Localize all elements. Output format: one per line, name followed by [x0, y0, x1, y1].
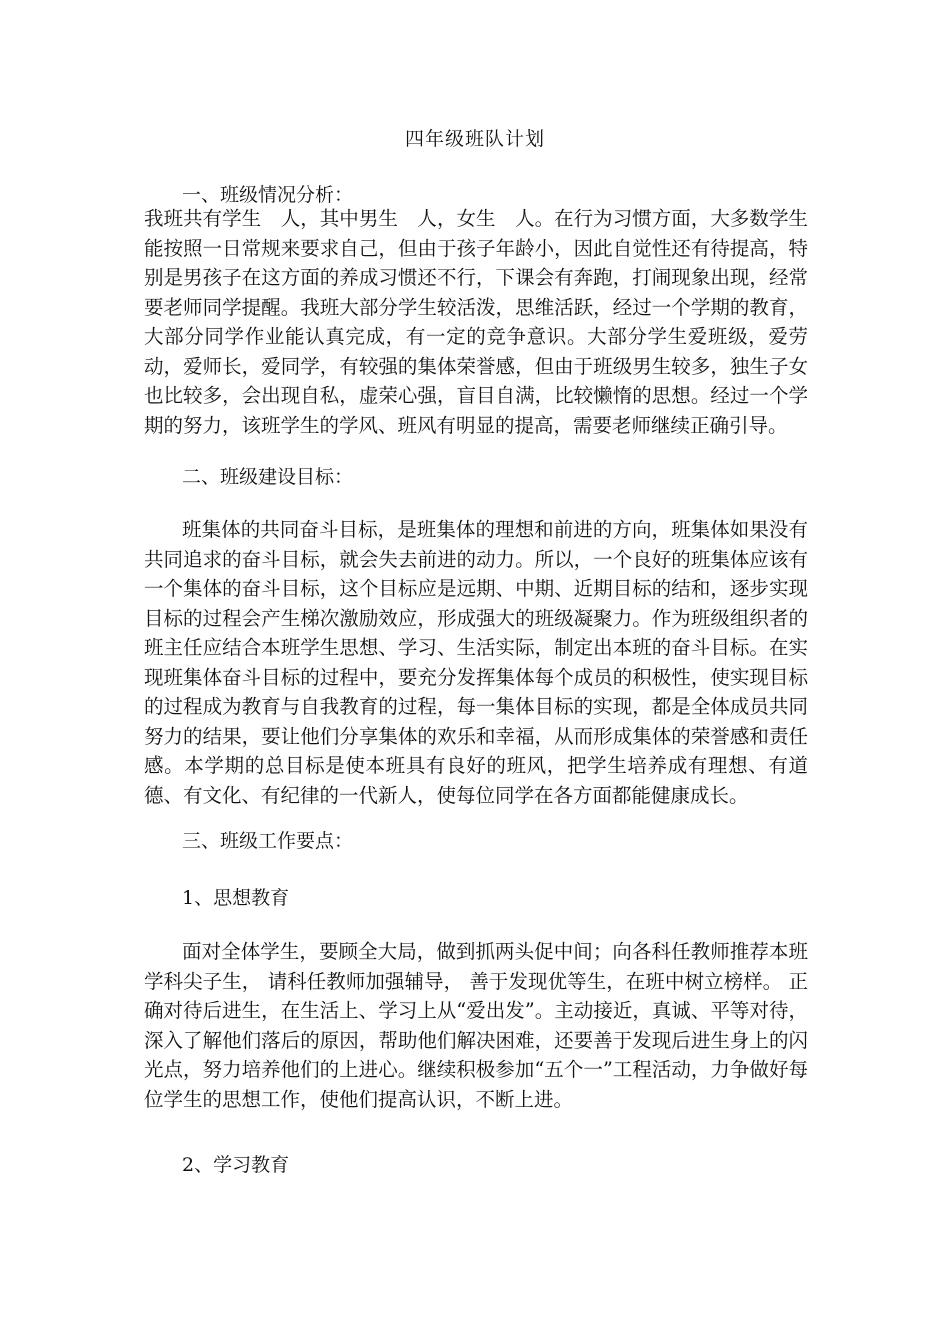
section-body-class-goals: 班集体的共同奋斗目标，是班集体的理想和前进的方向，班集体如果没有共同追求的奋斗目标，就会失去前进的动力。所以，一个良好的班集体应该有一个集体的奋斗目标，这个目标应是远期、中期、近期目标的结和，逐步实现目标的过程会产生梯次激励效应，形成强大的班级凝聚力。作为班级组织者的班主任应结合本班学生思想、学习、生活实际，制定出本班的奋斗目标。在实现班集体奋斗目标的过程中，要充分发挥集体每个成员的积极性，使实现目标的过程成为教育与自我教育的过程，每一集体目标的实现，都是全体成员共同努力的结果，要让他们分享集体的欢乐和幸福，从而形成集体的荣誉感和责任感。本学期的总目标是使本班具有良好的班风，把学生培养成有理想、有道德、有文化、有纪律的一代新人，使每位同学在各方面都能健康成长。	[144, 518, 808, 807]
document-title: 四年级班队计划	[404, 128, 545, 150]
section-body-ideological-education: 面对全体学生，要顾全大局，做到抓两头促中间；向各科任教师推荐本班学科尖子生， 请科任教师加强辅导， 善于发现优等生，在班中树立榜样。 正确对待后进生，在生活上、学习上从“爱出发”。主动接近，真诚、平等对待，深入了解他们落后的原因，帮助他们解决困难，还要善于发现后进生身上的闪光点，努力培养他们的上进心。继续积极参加“五个一”工程活动，力争做好每位学生的思想工作，使他们提高认识，不断上进。	[144, 940, 808, 1111]
section-heading-class-goals: 二、班级建设目标：	[182, 466, 354, 488]
section-body-class-analysis: 我班共有学生 人，其中男生 人，女生 人。在行为习惯方面，大多数学生能按照一日常规来要求自己，但由于孩子年龄小，因此自觉性还有待提高，特别是男孩子在这方面的养成习惯还不行，下课会有奔跑，打闹现象出现，经常要老师同学提醒。我班大部分学生较活泼，思维活跃，经过一个学期的教育，大部分同学作业能认真完成，有一定的竞争意识。大部分学生爱班级，爱劳动，爱师长，爱同学，有较强的集体荣誉感，但由于班级男生较多，独生子女也比较多，会出现自私，虚荣心强，盲目自满，比较懒惰的思想。经过一个学期的努力，该班学生的学风、班风有明显的提高，需要老师继续正确引导。	[144, 207, 808, 437]
subheading-study-education: 2、学习教育	[182, 1154, 290, 1176]
section-heading-work-points: 三、班级工作要点：	[182, 830, 354, 852]
subheading-ideological-education: 1、思想教育	[182, 887, 290, 909]
section-heading-class-analysis: 一、班级情况分析：	[182, 184, 354, 206]
